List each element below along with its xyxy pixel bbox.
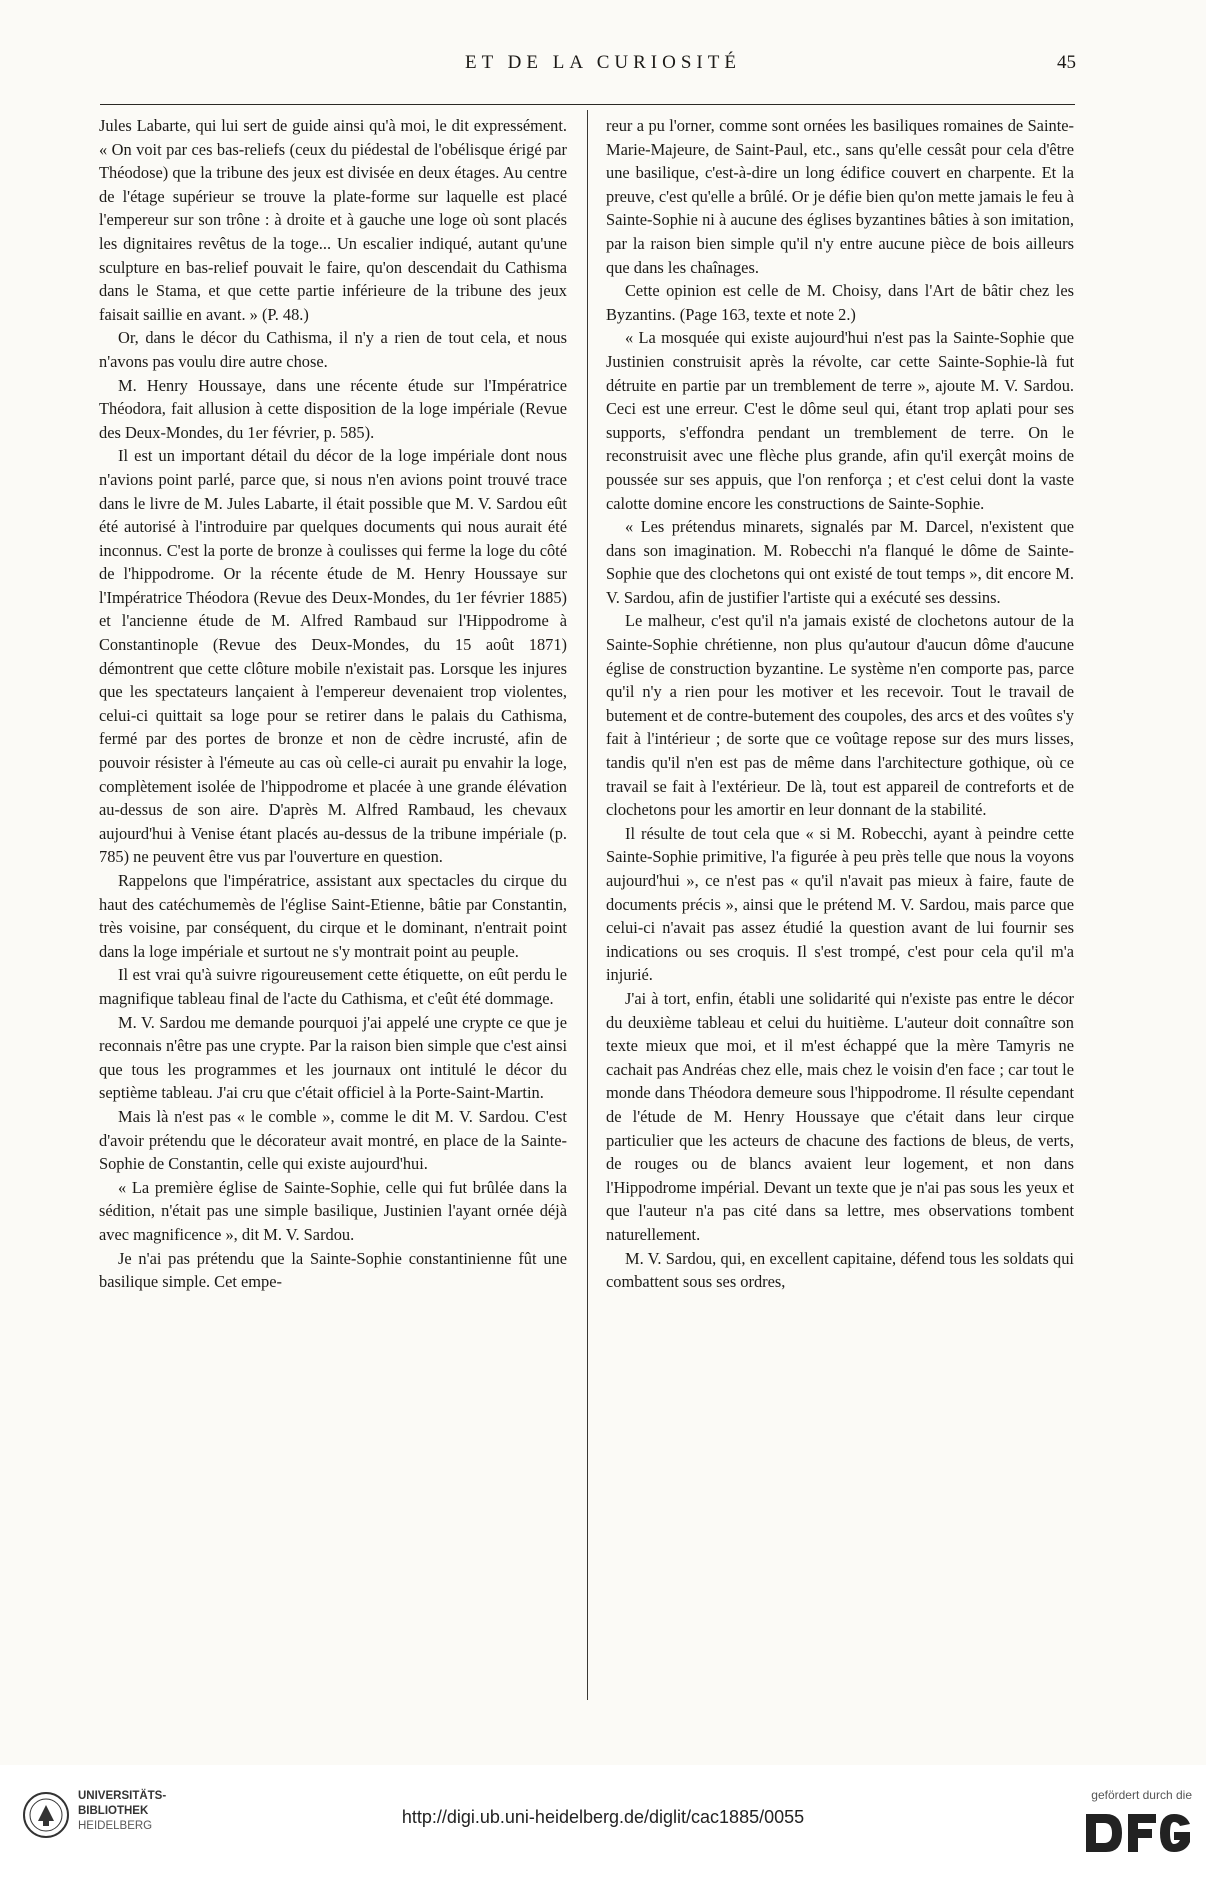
paragraph: Mais là n'est pas « le comble », comme le dit M. V. Sardou. C'est d'avoir prétendu que le décorateur avait montré, en place de la Sainte-Sophie de Constantin, celle qui existe aujourd'hui.	[99, 1106, 567, 1174]
paragraph: Rappelons que l'impératrice, assistant aux spectacles du cirque du haut des catéchumemès de l'église Saint-Etienne, bâtie par Constantin, très voisine, par conséquent, du cirque et le dominant, n'entrait point dans la loge impériale et surtout ne s'y montrait point au peuple.	[99, 871, 567, 961]
paragraph: Je n'ai pas prétendu que la Sainte-Sophie constantinienne fût une basilique simple. Cet empe-	[99, 1248, 567, 1292]
running-title: ET DE LA CURIOSITÉ	[465, 52, 741, 73]
column-rule	[587, 110, 588, 1700]
university-line: BIBLIOTHEK	[78, 1805, 149, 1817]
paragraph: Or, dans le décor du Cathisma, il n'y a rien de tout cela, et nous n'avons pas voulu dire autre chose.	[99, 328, 567, 371]
paragraph: « La première église de Sainte-Sophie, celle qui fut brûlée dans la sédition, n'était pas une simple basilique, Justinien l'ayant ornée déjà avec magnificence », dit M. V. Sardou.	[99, 1177, 567, 1244]
paragraph: Il est vrai qu'à suivre rigoureusement cette étiquette, on eût perdu le magnifique tableau final de l'acte du Cathisma, et c'eût été dommage.	[99, 965, 567, 1008]
left-column	[99, 114, 567, 1294]
page-url-link[interactable]: http://digi.ub.uni-heidelberg.de/diglit/cac1885/0055	[401, 1807, 805, 1827]
paragraph: M. Henry Houssaye, dans une récente étude sur l'Impératrice Théodora, fait allusion à cette disposition de la loge impériale (Revue des Deux-Mondes, du 1er février, p. 585).	[99, 375, 567, 442]
paragraph: reur a pu l'orner, comme sont ornées les basiliques romaines de Sainte-Marie-Majeure, de Saint-Paul, etc., sans qu'elle cessât pour cela d'être une basilique, c'est-à-dire un long édifice couvert en charpente. Et la preuve, c'est qu'elle a brûlé. Or je défie bien qu'on mette jamais le feu à Sainte-Sophie ni à aucune des églises byzantines bâties à son imitation, par la raison bien simple qu'il n'y entre aucune pièce de bois ailleurs que dans les chaînages.	[606, 116, 1074, 277]
paragraph: J'ai à tort, enfin, établi une solidarité qui n'existe pas entre le décor du deuxième tableau et celui du huitième. L'auteur doit connaître son texte mieux que moi, et il m'est échappé que la mère Tamyris ne cachait pas Andréas chez elle, mais chez le voisin d'en face ; car tout le monde dans Théodora demeure sous l'hippodrome. Il résulte cependant de l'étude de M. Henry Houssaye que c'était dans leur cirque particulier que les acteurs de chacune des factions de bleus, de verts, de rouges ou de blancs avaient leur logement, et non dans l'Hippodrome impérial. Devant un texte que je n'ai pas sous les yeux et que l'auteur n'a pas cité dans sa lettre, mes observations tombent naturellement.	[606, 988, 1074, 1244]
running-head	[0, 52, 1206, 76]
university-line: UNIVERSITÄTS-	[78, 1790, 167, 1802]
paragraph: M. V. Sardou, qui, en excellent capitaine, défend tous les soldats qui combattent sous ses ordres,	[606, 1248, 1074, 1292]
paragraph: Le malheur, c'est qu'il n'a jamais existé de clochetons autour de la Sainte-Sophie chrétienne, non plus qu'autour d'aucun dôme d'aucune église de construction byzantine. Le système n'en comporte pas, parce qu'il n'y a rien pour les motiver et les recevoir. Tout le travail de butement et de contre-butement des coupoles, des arcs et des voûtes s'y fait à l'intérieur ; de sorte que ce voûtage repose sur des murs lisses, tandis qu'il n'en est pas de même dans l'architecture gothique, où ce travail se fait à l'extérieur. De là, tout est appareil de contreforts et de clochetons pour les amortir en leur donnant de la stabilité.	[606, 611, 1074, 820]
paragraph: « La mosquée qui existe aujourd'hui n'est pas la Sainte-Sophie que Justinien construisit après la révolte, car cette Sainte-Sophie-là fut détruite en partie par un tremblement de terre », ajoute M. V. Sardou. Ceci est une erreur. C'est le dôme seul qui, étant trop aplati pour ses supports, s'effondra pendant un tremblement de terre. On le reconstruisit avec une flèche plus grande, afin qu'il exerçât moins de poussée sur ses appuis, que l'on renforça ; et c'est celui dont la vaste calotte domine encore les constructions de Sainte-Sophie.	[606, 328, 1074, 513]
paragraph: « Les prétendus minarets, signalés par M. Darcel, n'existent que dans son imagination. M. Robecchi n'a flanqué le dôme de Sainte-Sophie que des clochetons qui ont existé de tout temps », dit encore M. V. Sardou, afin de justifier l'artiste qui a exécuté ses dessins.	[606, 517, 1074, 607]
page-number: 45	[1057, 52, 1076, 73]
funded-by-label: gefördert durch die	[1091, 1788, 1192, 1802]
university-line: HEIDELBERG	[78, 1820, 153, 1832]
footer-bar	[0, 1765, 1206, 1895]
paragraph: Il est un important détail du décor de la loge impériale dont nous n'avions point parlé, parce que, si nous n'en avions point trouvé trace dans le livre de M. Jules Labarte, il était possible que M. V. Sardou eût été autorisé à l'introduire par quelques documents qui nous aurait été inconnus. C'est la porte de bronze à coulisses qui ferme la loge du côté de l'hippodrome. Or la récente étude de M. Henry Houssaye sur l'Impératrice Théodora (Revue des Deux-Mondes, du 1er février 1885) et l'ancienne étude de M. Alfred Rambaud sur l'Hippodrome à Constantinople (Revue des Deux-Mondes, du 15 août 1871) démontrent que cette clôture mobile n'existait pas. Lorsque les injures que les spectateurs lançaient à l'empereur devenaient trop violentes, celui-ci quittait sa loge pour se retirer dans le palais du Cathisma, fermé par des portes de bronze et non de cèdre incrusté, afin de pouvoir résister à l'émeute au cas où celle-ci aurait pu envahir la loge, complètement isolée de l'hippodrome et placée à une grande élévation au-dessus de son aire. D'après M. Alfred Rambaud, les chevaux aujourd'hui à Venise étant placés au-dessus de la tribune impériale (p. 785) ne peuvent être vus par l'ouverture en question.	[99, 446, 567, 867]
paragraph: M. V. Sardou me demande pourquoi j'ai appelé une crypte ce que je reconnais n'être pas une crypte. Par la raison bien simple que c'est ainsi que tous les programmes et les journaux ont intitulé le décor du septième tableau. J'ai cru que c'était officiel à la Porte-Saint-Martin.	[99, 1012, 567, 1103]
dfg-logo-icon	[1082, 1808, 1194, 1858]
right-column	[606, 114, 1074, 1294]
paragraph: Cette opinion est celle de M. Choisy, dans l'Art de bâtir chez les Byzantins. (Page 163, texte et note 2.)	[606, 281, 1074, 324]
paragraph: Il résulte de tout cela que « si M. Robecchi, ayant à peindre cette Sainte-Sophie primitive, l'a figurée à peu près telle que nous la voyons aujourd'hui », ce n'est pas « qu'il n'avait pas mieux à faire, faute de documents précis », ainsi que le prétend M. V. Sardou, mais parce que celui-ci n'avait pas assez étudié la question avant de lui fournir ses indications ou ses croquis. Il s'est trompé, c'est pour cela qu'il m'a injurié.	[606, 823, 1074, 985]
paragraph: Jules Labarte, qui lui sert de guide ainsi qu'à moi, le dit expressément. « On voit par ces bas-reliefs (ceux du piédestal de l'obélisque érigé par Théodose) que la tribune des jeux est divisée en deux étages. Au centre de l'étage supérieur se trouve la plate-forme sur laquelle est placé l'empereur sur son trône : à droite et à gauche une loge où sont placés les dignitaires revêtus de la toge... Un escalier indiqué, autant qu'une sculpture en bas-relief pouvait le faire, qu'on descendait du Cathisma dans le Stama, et que cette partie inférieure de la tribune des jeux faisait saillie en avant. » (P. 48.)	[99, 116, 567, 324]
header-rule	[100, 104, 1075, 105]
